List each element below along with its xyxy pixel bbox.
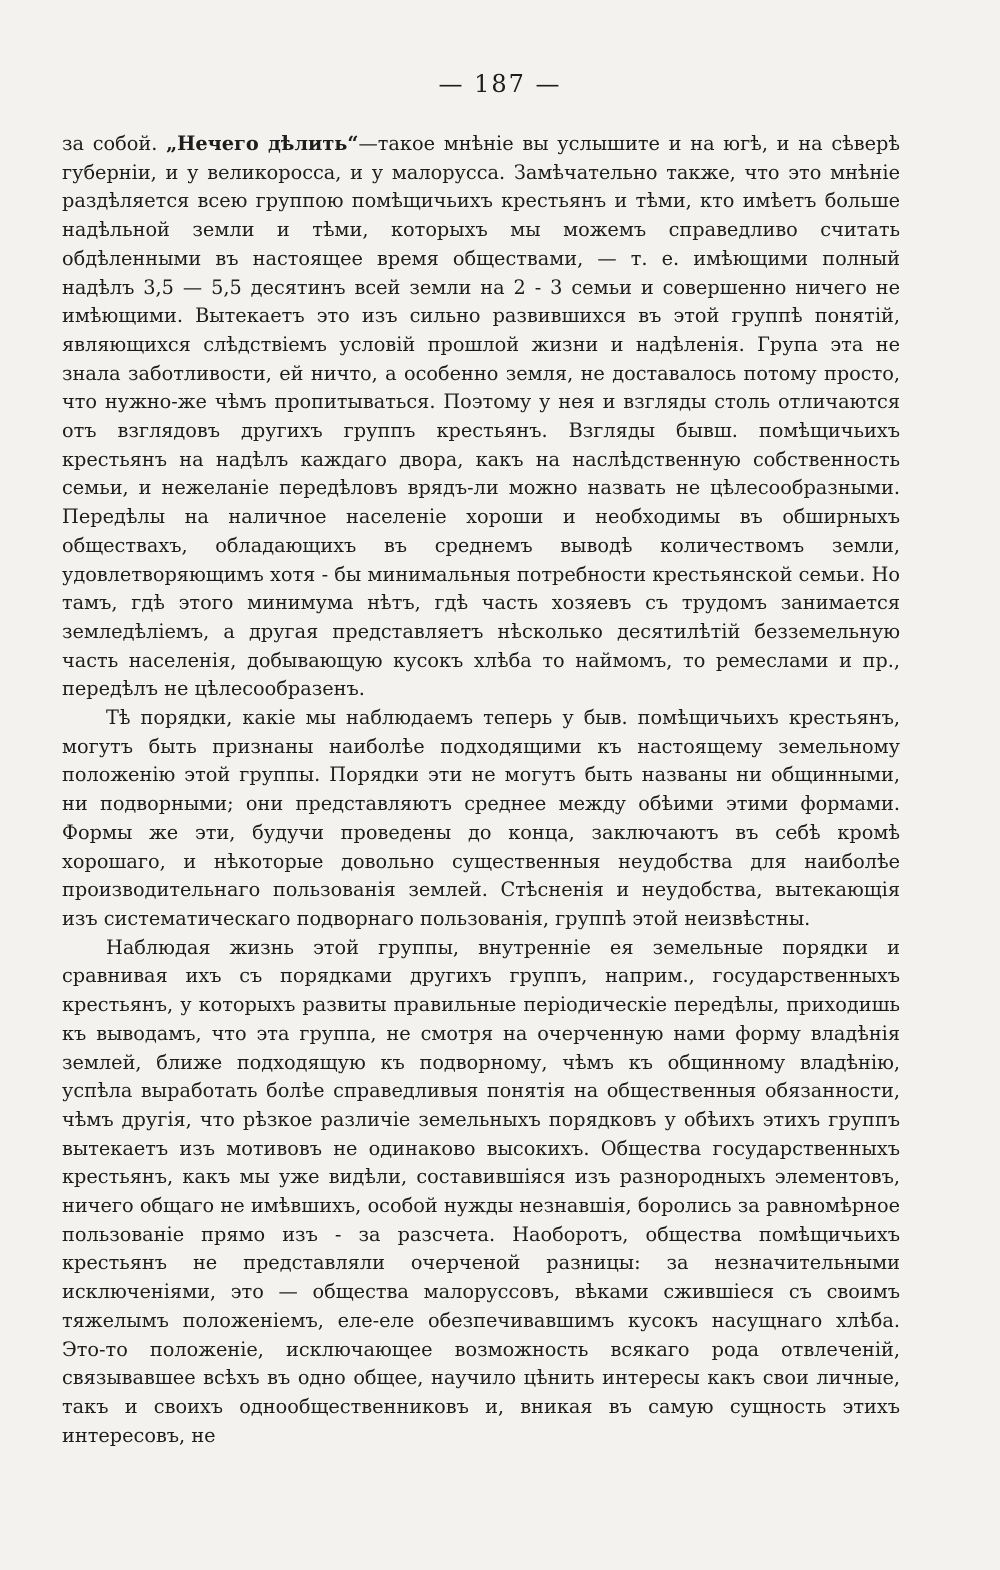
- body-text: [62, 130, 900, 1450]
- page-number: — 187 —: [438, 70, 562, 98]
- paragraph-2: Тѣ порядки, какіе мы наблюдаемъ теперь у быв. помѣщичьихъ крестьянъ, могутъ быть признаны наиболѣе подходящими къ настоящему земельному положенію этой группы. Порядки эти не могутъ быть названы ни общинными, ни подворными; они представляютъ среднее между обѣими этими формами. Формы же эти, будучи проведены до конца, заключаютъ въ себѣ кромѣ хорошаго, и нѣкоторые довольно существенныя неудобства для наиболѣе производительнаго пользованія землей. Стѣсненія и неудобства, вытекающія изъ систематическаго подворнаго пользованія, группѣ этой неизвѣстны.: [62, 706, 900, 930]
- paragraph-1: [62, 130, 900, 704]
- paragraph-1-bold-lead: „Нечего дѣлить“: [166, 132, 359, 155]
- paragraph-1-text: —такое мнѣніе вы услышите и на югѣ, и на сѣверѣ губерніи, и у великоросса, и у малорусса. Замѣчательно также, что это мнѣніе раздѣляется всею группою помѣщичьихъ крестьянъ и тѣми, кто имѣетъ больше надѣльной земли и тѣми, которыхъ мы можемъ справедливо считать обдѣленными въ настоящее время обществами, — т. е. имѣющими полный надѣлъ 3,5 — 5,5 десятинъ всей земли на 2 - 3 семьи и совершенно ничего не имѣющими. Вытекаетъ это изъ сильно развившихся въ этой группѣ понятій, являющихся слѣдствіемъ условій прошлой жизни и надѣленія. Група эта не знала заботливости, ей ничто, а особенно земля, не доставалось потому просто, что нужно-же чѣмъ пропитываться. Поэтому у нея и взгляды столь отличаются отъ взглядовъ другихъ группъ крестьянъ. Взгляды бывш. помѣщичьихъ крестьянъ на надѣлъ каждаго двора, какъ на наслѣдственную собственность семьи, и нежеланіе передѣловъ врядъ-ли можно назвать не цѣлесообразными. Передѣлы на наличное населеніе хороши и необходимы въ обширныхъ обществахъ, обладающихъ въ среднемъ выводѣ количествомъ земли, удовлетворяющимъ хотя - бы минимальныя потребности крестьянской семьи. Но тамъ, гдѣ этого минимума нѣтъ, гдѣ часть хозяевъ съ трудомъ занимается земледѣліемъ, а другая представляетъ нѣсколько десятилѣтій безземельную часть населенія, добывающую кусокъ хлѣба то наймомъ, то ремеслами и пр., передѣлъ не цѣлесообразенъ.: [62, 132, 901, 701]
- paragraph-3: Наблюдая жизнь этой группы, внутренніе ея земельные порядки и сравнивая ихъ съ порядками другихъ группъ, наприм., государственныхъ крестьянъ, у которыхъ развиты правильные періодическіе передѣлы, приходишь къ выводамъ, что эта группа, не смотря на очерченную нами форму владѣнія землей, ближе подходящую къ подворному, чѣмъ къ общинному владѣнію, успѣла выработать болѣе справедливыя понятія на общественныя обязанности, чѣмъ другія, что рѣзкое различіе земельныхъ порядковъ у обѣихъ этихъ группъ вытекаетъ изъ мотивовъ не одинаково высокихъ. Общества государственныхъ крестьянъ, какъ мы уже видѣли, составившіяся изъ разнородныхъ элементовъ, ничего общаго не имѣвшихъ, особой нужды незнавшія, боролись за равномѣрное пользованіе прямо изъ - за разсчета. Наоборотъ, общества помѣщичьихъ крестьянъ не представляли очерченой разницы: за незначительными исключеніями, это — общества малоруссовъ, вѣками сжившіеся съ своимъ тяжелымъ положеніемъ, еле-еле обезпечивавшимъ кусокъ насущнаго хлѣба. Это-то положеніе, исключающее возможность всякаго рода отвлеченій, связывавшее всѣхъ въ одно общее, научило цѣнить интересы какъ свои личные, такъ и своихъ однообщественниковъ и, вникая въ самую сущность этихъ интересовъ, не: [62, 935, 900, 1447]
- paragraph-1-pre: за собой.: [62, 132, 167, 155]
